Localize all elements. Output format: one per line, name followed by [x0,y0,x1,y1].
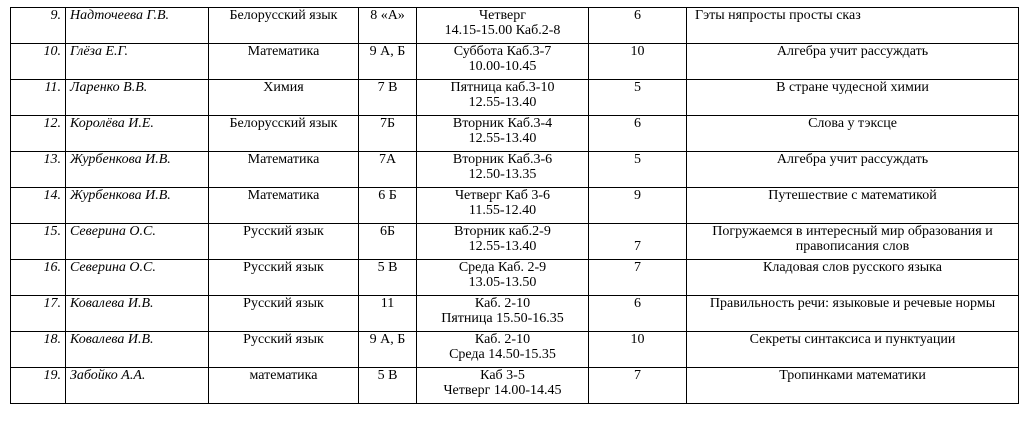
course-title-cell [687,116,1019,152]
subject-name: Математика [247,152,320,167]
table-row [11,224,1019,260]
row-number: 13. [43,152,61,167]
subject-name-cell [209,260,359,296]
subject-name: Русский язык [243,260,324,275]
teacher-name: Королёва И.Е. [70,116,154,131]
schedule-time-cell [417,296,589,332]
schedule-time: Вторник Каб.3-6 12.50-13.35 [452,152,553,182]
teacher-name: Ковалева И.В. [70,296,154,311]
schedule-time-cell [417,44,589,80]
hours-count-cell [589,116,687,152]
row-number: 12. [43,116,61,131]
course-title-cell [687,296,1019,332]
class-label: 7Б [379,116,396,131]
class-label-cell [359,116,417,152]
course-title-cell [687,152,1019,188]
teacher-name: Надточеева Г.В. [70,8,169,23]
hours-count: 6 [634,116,641,131]
row-number-cell [11,332,66,368]
teacher-name-cell [66,296,209,332]
hours-count: 9 [634,188,641,203]
hours-count-cell [589,260,687,296]
hours-count: 5 [634,80,641,95]
hours-count-cell [589,8,687,44]
course-title: В стране чудесной химии [776,80,929,95]
class-label: 11 [380,296,395,311]
class-label-cell [359,80,417,116]
hours-count-cell [589,188,687,224]
row-number: 9. [50,8,61,23]
subject-name-cell [209,152,359,188]
class-label-cell [359,8,417,44]
class-label-cell [359,44,417,80]
row-number: 17. [43,296,61,311]
class-label: 9 А, Б [369,332,406,347]
course-title: Тропинками математики [779,368,926,383]
hours-count-cell [589,368,687,404]
row-number-cell [11,296,66,332]
table-row [11,152,1019,188]
schedule-time: Четверг Каб 3-6 11.55-12.40 [454,188,551,218]
table-row [11,8,1019,44]
schedule-time-cell [417,80,589,116]
class-label: 7 В [377,80,398,95]
subject-name: математика [249,368,318,383]
row-number: 14. [43,188,61,203]
teacher-name: Журбенкова И.В. [70,152,171,167]
teacher-name: Ларенко В.В. [70,80,148,95]
subject-name: Математика [247,44,320,59]
row-number-cell [11,44,66,80]
row-number-cell [11,152,66,188]
course-title: Гэты няпросты просты сказ [695,8,861,23]
class-label: 6 Б [378,188,397,203]
course-title-cell [687,224,1019,260]
teacher-name-cell [66,116,209,152]
schedule-table [10,7,1019,404]
subject-name-cell [209,224,359,260]
subject-name: Белорусский язык [229,8,338,23]
table-row [11,260,1019,296]
row-number-cell [11,260,66,296]
schedule-time-cell [417,224,589,260]
schedule-time-cell [417,116,589,152]
class-label-cell [359,368,417,404]
schedule-time: Суббота Каб.3-7 10.00-10.45 [453,44,552,74]
class-label: 5 В [377,368,398,383]
teacher-name-cell [66,368,209,404]
schedule-time-cell [417,260,589,296]
schedule-time-cell [417,332,589,368]
hours-count-cell [589,224,687,260]
hours-count-cell [589,44,687,80]
row-number: 15. [43,224,61,239]
hours-count: 6 [634,296,641,311]
schedule-time-cell [417,8,589,44]
class-label-cell [359,188,417,224]
course-title: Правильность речи: языковые и речевые нормы [709,296,996,311]
subject-name-cell [209,296,359,332]
table-row [11,188,1019,224]
subject-name: Белорусский язык [229,116,338,131]
schedule-time: Вторник каб.2-9 12.55-13.40 [454,224,551,254]
row-number-cell [11,116,66,152]
course-title-cell [687,8,1019,44]
table-row [11,116,1019,152]
subject-name-cell [209,44,359,80]
class-label-cell [359,296,417,332]
course-title-cell [687,332,1019,368]
course-title: Путешествие с математикой [768,188,937,203]
course-title: Погружаемся в интересный мир образования и правописания слов [712,224,993,254]
class-label: 5 В [377,260,398,275]
teacher-name: Забойко А.А. [70,368,146,383]
hours-count: 7 [634,260,641,275]
hours-count-cell [589,296,687,332]
subject-name-cell [209,8,359,44]
row-number-cell [11,8,66,44]
schedule-time: Каб 3-5 Четверг 14.00-14.45 [443,368,562,398]
course-title: Алгебра учит рассуждать [776,152,929,167]
teacher-name-cell [66,224,209,260]
row-number: 11. [44,80,61,95]
class-label-cell [359,332,417,368]
teacher-name-cell [66,80,209,116]
hours-count: 6 [634,8,641,23]
row-number: 19. [43,368,61,383]
class-label: 9 А, Б [369,44,406,59]
schedule-time-cell [417,368,589,404]
row-number-cell [11,224,66,260]
teacher-name-cell [66,8,209,44]
class-label: 8 «А» [370,8,405,23]
row-number: 10. [43,44,61,59]
course-title: Слова у тэксце [808,116,897,131]
table-row [11,368,1019,404]
subject-name-cell [209,80,359,116]
class-label-cell [359,152,417,188]
teacher-name: Ковалева И.В. [70,332,154,347]
hours-count: 10 [630,332,645,347]
schedule-time: Среда Каб. 2-9 13.05-13.50 [458,260,547,290]
teacher-name: Северина О.С. [70,224,156,239]
subject-name: Русский язык [243,296,324,311]
table-row [11,44,1019,80]
schedule-time: Вторник Каб.3-4 12.55-13.40 [452,116,553,146]
teacher-name-cell [66,332,209,368]
hours-count-cell [589,332,687,368]
class-label-cell [359,224,417,260]
teacher-name: Журбенкова И.В. [70,188,171,203]
teacher-name-cell [66,188,209,224]
course-title: Алгебра учит рассуждать [776,44,929,59]
teacher-name: Северина О.С. [70,260,156,275]
schedule-time: Пятница каб.3-10 12.55-13.40 [450,80,555,110]
schedule-time: Каб. 2-10 Пятница 15.50-16.35 [441,296,564,326]
hours-count: 7 [634,239,641,254]
row-number: 18. [43,332,61,347]
course-title: Кладовая слов русского языка [763,260,942,275]
subject-name: Русский язык [243,332,324,347]
row-number-cell [11,80,66,116]
schedule-time-cell [417,188,589,224]
subject-name: Химия [263,80,304,95]
hours-count: 7 [634,368,641,383]
row-number-cell [11,188,66,224]
table-row [11,332,1019,368]
hours-count-cell [589,152,687,188]
course-title-cell [687,260,1019,296]
teacher-name-cell [66,44,209,80]
schedule-time: Четверг 14.15-15.00 Каб.2-8 [444,8,561,38]
teacher-name-cell [66,152,209,188]
table-row [11,80,1019,116]
subject-name-cell [209,188,359,224]
class-label: 7А [378,152,397,167]
course-title-cell [687,44,1019,80]
schedule-time-cell [417,152,589,188]
subject-name-cell [209,332,359,368]
teacher-name: Глёза Е.Г. [70,44,128,59]
course-title-cell [687,368,1019,404]
schedule-rows [11,8,1019,404]
class-label: 6Б [379,224,396,239]
row-number: 16. [43,260,61,275]
hours-count: 5 [634,152,641,167]
subject-name: Русский язык [243,224,324,239]
class-label-cell [359,260,417,296]
subject-name: Математика [247,188,320,203]
course-title-cell [687,188,1019,224]
schedule-time: Каб. 2-10 Среда 14.50-15.35 [449,332,556,362]
course-title-cell [687,80,1019,116]
table-row [11,296,1019,332]
hours-count-cell [589,80,687,116]
hours-count: 10 [630,44,645,59]
course-title: Секреты синтаксиса и пунктуации [749,332,956,347]
subject-name-cell [209,116,359,152]
row-number-cell [11,368,66,404]
teacher-name-cell [66,260,209,296]
subject-name-cell [209,368,359,404]
